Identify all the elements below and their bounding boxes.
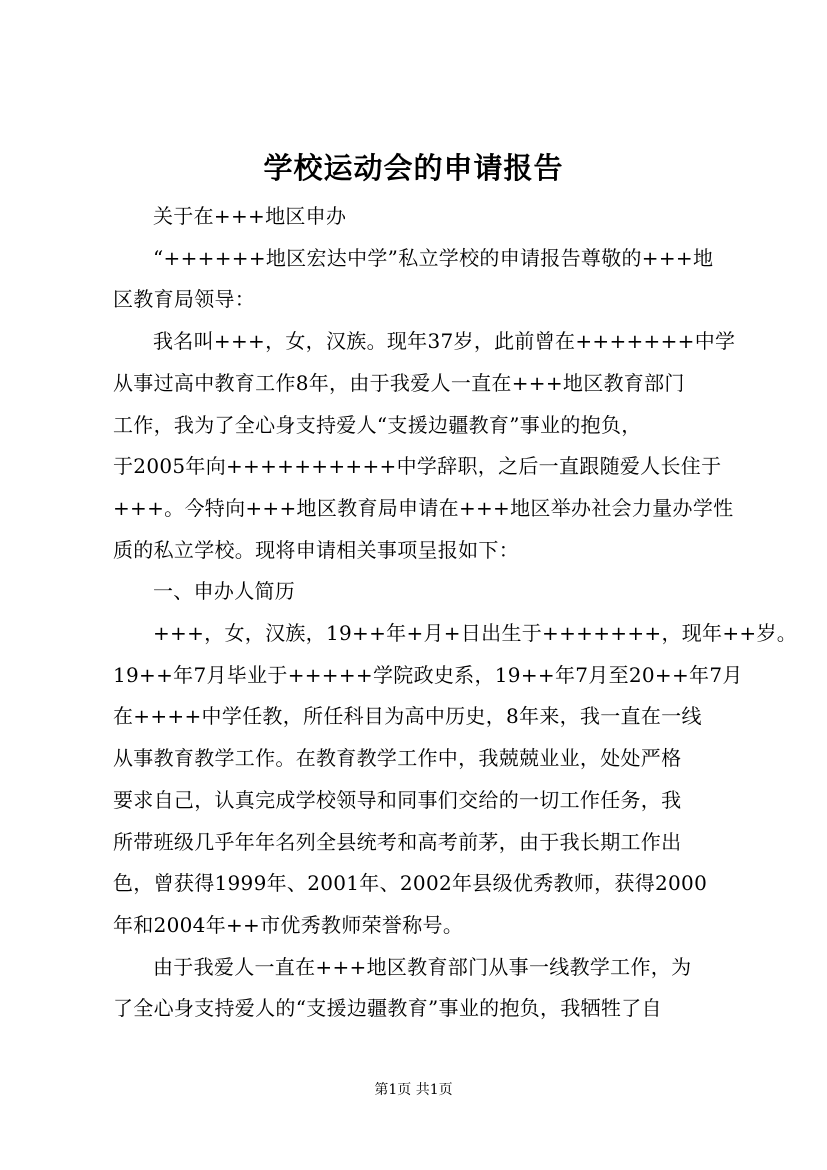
text-line: 要求自己，认真完成学校领导和同事们交给的一切工作任务，我 — [113, 787, 682, 812]
text-line: 工作，我为了全心身支持爱人“支援边疆教育”事业的抱负， — [113, 412, 642, 437]
text-line: 年和2004年++市优秀教师荣誉称号。 — [113, 912, 464, 937]
text-line: 19++年7月毕业于+++++学院政史系，19++年7月至20++年7月 — [113, 662, 743, 687]
text-line: 了全心身支持爱人的“支援边疆教育”事业的抱负，我牺牲了自 — [113, 996, 662, 1021]
text-line: +++，女，汉族，19++年+月+日出生于+++++++，现年++岁。 — [153, 621, 798, 646]
text-line: 所带班级几乎年年名列全县统考和高考前茅，由于我长期工作出 — [113, 829, 682, 854]
document-body — [113, 196, 798, 1030]
text-line: 我名叫+++，女，汉族。现年37岁，此前曾在+++++++中学 — [153, 329, 736, 354]
text-line: 由于我爱人一直在+++地区教育部门从事一线教学工作，为 — [153, 954, 692, 979]
document-title: 学校运动会的申请报告 — [263, 151, 564, 185]
text-line: +++。今特向+++地区教育局申请在+++地区举办社会力量办学性 — [113, 495, 734, 520]
text-line: 于2005年向++++++++++中学辞职，之后一直跟随爱人长住于 — [113, 454, 722, 479]
text-line: 从事教育教学工作。在教育教学工作中，我兢兢业业，处处严格 — [113, 746, 682, 771]
text-line: “++++++地区宏达中学”私立学校的申请报告尊敬的+++地 — [153, 245, 714, 270]
text-line: 从事过高中教育工作8年，由于我爱人一直在+++地区教育部门 — [113, 370, 685, 395]
text-line: 在++++中学任教，所任科目为高中历史，8年来，我一直在一线 — [113, 704, 702, 729]
section-heading: 一、申办人简历 — [153, 579, 296, 604]
text-line: 区教育局领导： — [113, 287, 256, 312]
text-line: 色，曾获得1999年、2001年、2002年县级优秀教师，获得2000 — [113, 871, 708, 896]
text-line: 关于在+++地区申办 — [153, 204, 347, 228]
text-line: 质的私立学校。现将申请相关事项呈报如下： — [113, 537, 519, 562]
page-footer: 第1页 共1页 — [374, 1082, 453, 1098]
